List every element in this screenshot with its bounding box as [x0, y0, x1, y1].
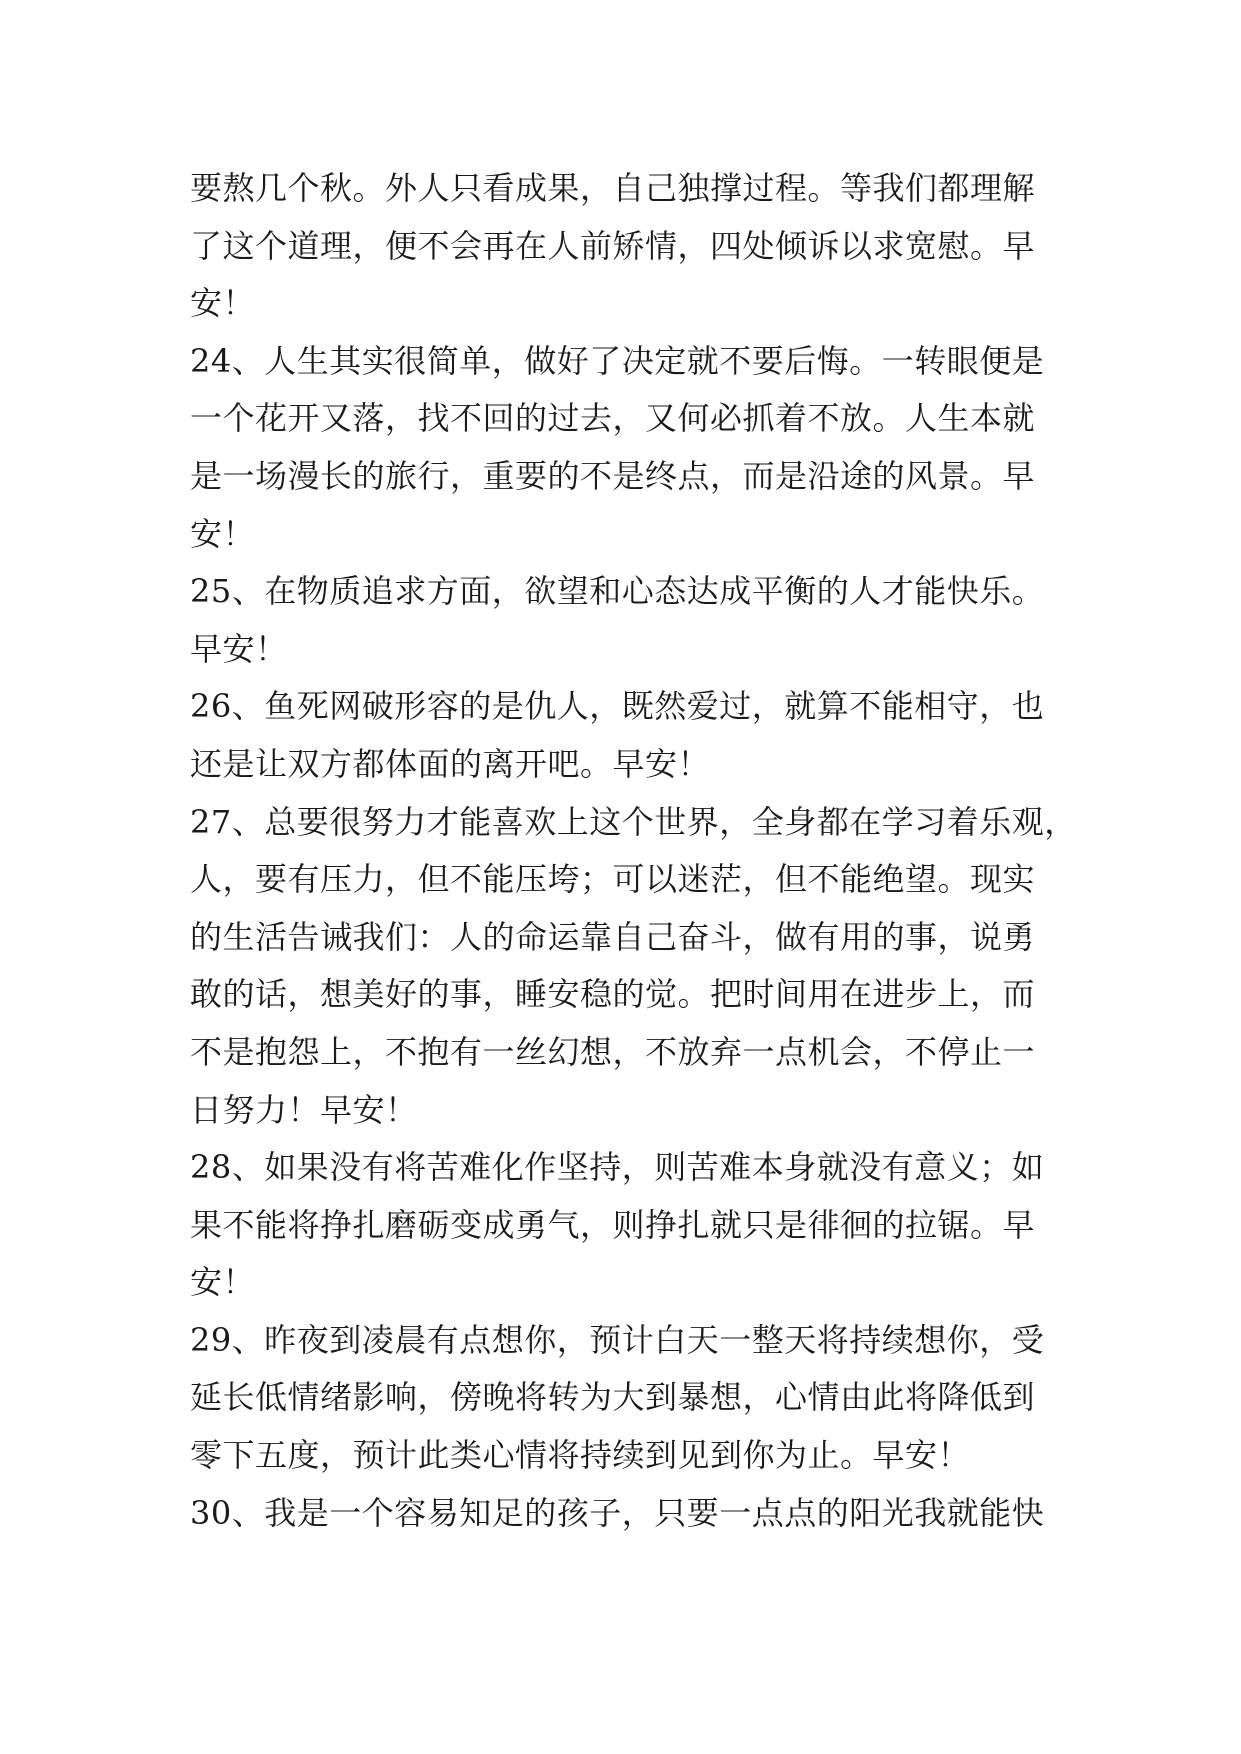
text-line: 敢的话，想美好的事，睡安稳的觉。把时间用在进步上，而	[190, 975, 1036, 1014]
text-line: 零下五度，预计此类心情将持续到见到你为止。早安！	[190, 1436, 971, 1475]
text-line: 的生活告诫我们：人的命运靠自己奋斗，做有用的事，说勇	[190, 917, 1036, 956]
text-line: 27、总要很努力才能喜欢上这个世界，全身都在学习着乐观，	[190, 802, 1077, 841]
text-line: 安！	[190, 1263, 256, 1302]
text-line: 人，要有压力，但不能压垮；可以迷茫，但不能绝望。现实	[190, 860, 1036, 899]
text-line: 25、在物质追求方面，欲望和心态达成平衡的人才能快乐。	[190, 572, 1045, 611]
text-line: 一个花开又落，找不回的过去，又何必抓着不放。人生本就	[190, 399, 1036, 438]
text-line: 24、人生其实很简单，做好了决定就不要后悔。一转眼便是	[190, 341, 1045, 380]
text-line: 26、鱼死网破形容的是仇人，既然爱过，就算不能相守，也	[190, 687, 1045, 726]
text-line: 30、我是一个容易知足的孩子，只要一点点的阳光我就能快	[190, 1493, 1045, 1532]
text-line: 延长低情绪影响，傍晚将转为大到暴想，心情由此将降低到	[190, 1378, 1036, 1417]
text-line: 了这个道理，便不会再在人前矫情，四处倾诉以求宽慰。早	[190, 226, 1036, 265]
text-line: 是一场漫长的旅行，重要的不是终点，而是沿途的风景。早	[190, 456, 1036, 495]
text-line: 安！	[190, 284, 256, 323]
text-line: 要熬几个秋。外人只看成果，自己独撑过程。等我们都理解	[190, 169, 1036, 207]
text-line: 不是抱怨上，不抱有一丝幻想，不放弃一点机会，不停止一	[190, 1032, 1036, 1071]
text-line: 早安！	[190, 629, 288, 668]
text-line: 果不能将挣扎磨砺变成勇气，则挣扎就只是徘徊的拉锯。早	[190, 1205, 1036, 1244]
text-line: 29、昨夜到凌晨有点想你，预计白天一整天将持续想你，受	[190, 1320, 1045, 1359]
text-line: 还是让双方都体面的离开吧。早安！	[190, 744, 711, 783]
text-line: 安！	[190, 514, 256, 553]
text-line: 日努力！早安！	[190, 1090, 418, 1129]
document-body	[190, 160, 1077, 1542]
text-line: 28、如果没有将苦难化作坚持，则苦难本身就没有意义；如	[190, 1148, 1045, 1187]
